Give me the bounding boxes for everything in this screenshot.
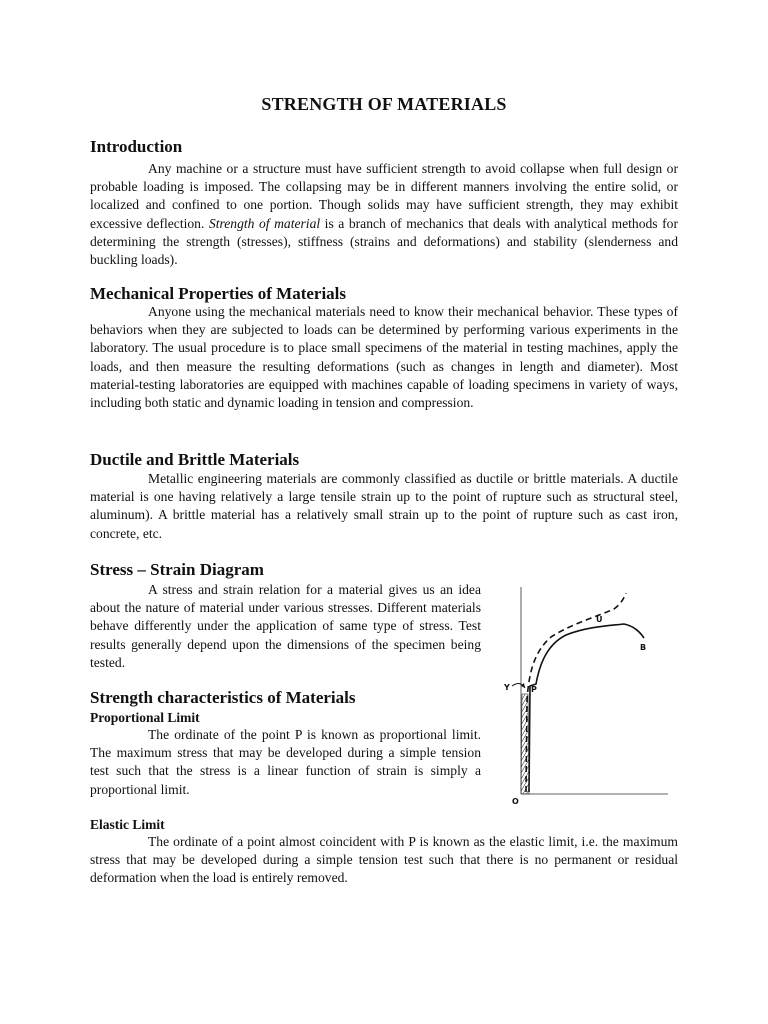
page-title: STRENGTH OF MATERIALS	[261, 94, 507, 114]
heading-introduction: Introduction	[90, 137, 183, 156]
label-y: Y	[504, 683, 510, 692]
label-u: U	[596, 615, 603, 624]
intro-text-1: Any machine or a structure must have sufficient strength to avoid collapse when full design or probable loading is imposed. The collapsing may be in different manners involving the entire solid, or localized and confined to one portion. Though solids may have sufficient strength, they may exhibit excessive deflection.	[90, 161, 678, 231]
stress-strain-figure	[496, 582, 676, 812]
proportional-text: The ordinate of the point P is known as proportional limit. The maximum stress that may be developed during a simple tension test such that the stress is a linear function of strain is simply a proportional limit.	[90, 727, 481, 797]
heading-strength-characteristics: Strength characteristics of Materials	[90, 688, 356, 707]
paragraph-ductile-brittle	[90, 470, 678, 543]
heading-stress-strain: Stress – Strain Diagram	[90, 560, 264, 579]
heading-elastic-limit: Elastic Limit	[90, 817, 165, 832]
heading-mechanical-properties: Mechanical Properties of Materials	[90, 284, 347, 303]
yield-arrowhead-icon	[521, 683, 525, 688]
paragraph-mechanical-properties	[90, 303, 678, 412]
elastic-text: The ordinate of a point almost coincident with P is known as the elastic limit, i.e. the maximum stress that may be developed during a simple tension test such that there is no permanent or residual deformation when the load is entirely removed.	[90, 834, 678, 886]
label-p: P	[531, 685, 537, 694]
elastic-region-hatch	[521, 694, 529, 794]
label-b: B	[640, 643, 647, 652]
intro-italic-term: Strength of material	[208, 215, 321, 231]
heading-proportional-limit: Proportional Limit	[90, 710, 200, 725]
heading-ductile-brittle: Ductile and Brittle Materials	[90, 450, 300, 469]
mechanical-text: Anyone using the mechanical materials need to know their mechanical behavior. These types of behaviors when they are subjected to loads can be determined by performing various experiments in the laboratory. The usual procedure is to place small specimens of the material in testing machines, apply the loads, and then measure the resulting deformations (such as changes in length and diameter). Most material-testing laboratories are equipped with machines capable of loading specimens in variety of ways, including both static and dynamic loading in tension and compression.	[90, 304, 678, 411]
paragraph-introduction	[90, 160, 678, 269]
engineering-stress-curve	[529, 624, 647, 792]
stress-strain-text: A stress and strain relation for a material gives us an idea about the nature of material under various stresses. Different materials behave differently under the application of same type of stress. Test results generally depend upon the dimensions of the specimen being tested.	[90, 582, 481, 670]
ductile-text: Metallic engineering materials are commonly classified as ductile or brittle materials. A ductile material is one having relatively a large tensile strain up to the point of rupture such as structural steel, aluminum). A brittle material has a relatively small strain up to the point of rupture such as cast iron, concrete, etc.	[90, 471, 678, 541]
paragraph-stress-strain	[90, 581, 481, 672]
intro-text-2: is a branch of mechanics that deals with analytical methods for determining the strength (stresses), stiffness (strains and deformations) and stability (slenderness and buckling loads).	[90, 215, 678, 268]
true-stress-curve	[526, 593, 626, 792]
paragraph-elastic-limit	[90, 833, 678, 888]
label-o: O	[512, 797, 519, 806]
paragraph-proportional-limit	[90, 726, 481, 799]
